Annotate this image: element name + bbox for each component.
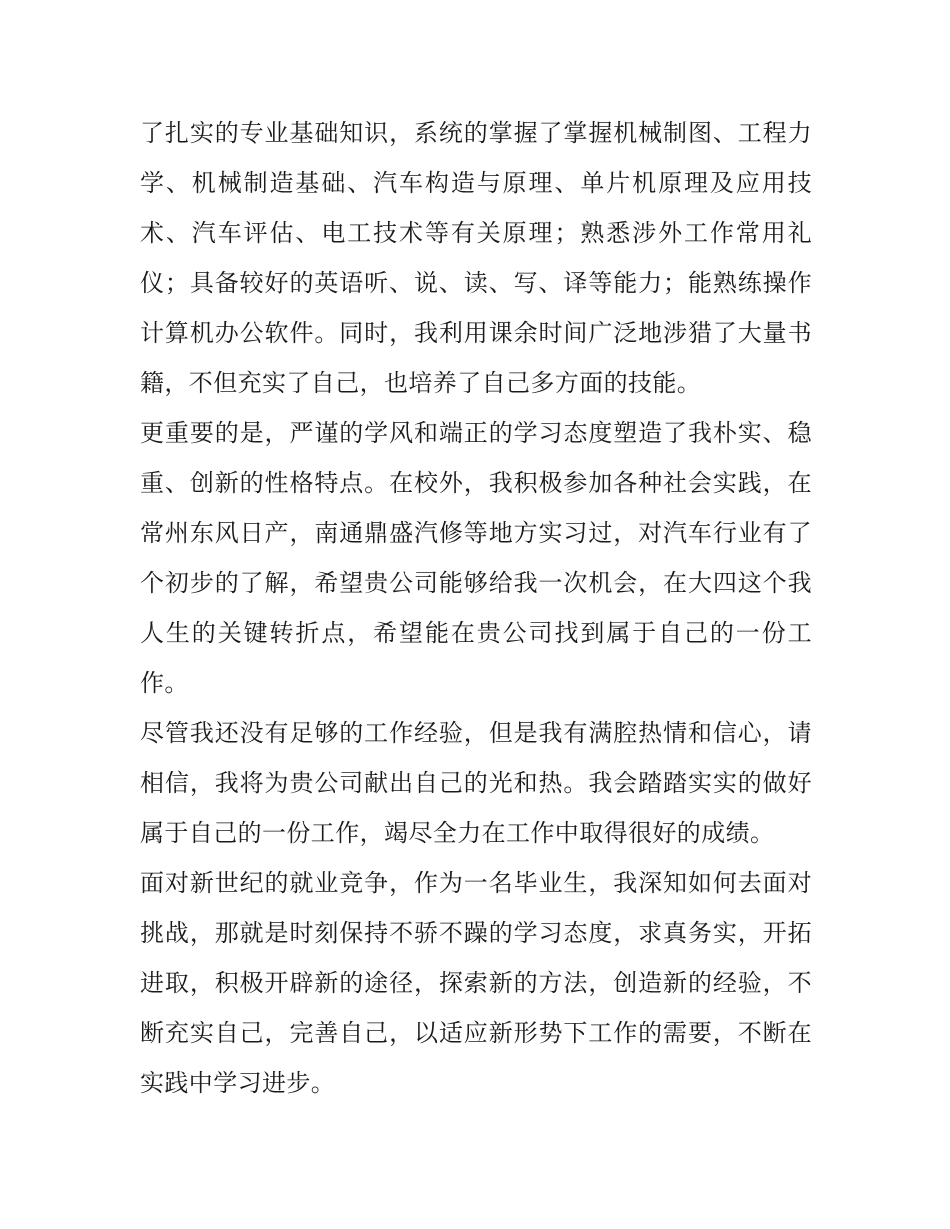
paragraph-1: 了扎实的专业基础知识，系统的掌握了掌握机械制图、工程力学、机械制造基础、汽车构造与原理、单片机原理及应用技术、汽车评估、电工技术等有关原理；熟悉涉外工作常用礼仪；具备较好的英语听、说、读、写、译等能力；能熟练操作计算机办公软件。同时，我利用课余时间广泛地涉猎了大量书籍，不但充实了自己，也培养了自己多方面的技能。 <box>140 119 812 397</box>
paragraph-3: 尽管我还没有足够的工作经验，但是我有满腔热情和信心，请相信，我将为贵公司献出自己的光和热。我会踏踏实实的做好属于自己的一份工作，竭尽全力在工作中取得很好的成绩。 <box>140 719 812 847</box>
document-body <box>140 108 812 1108</box>
paragraph-2: 更重要的是，严谨的学风和端正的学习态度塑造了我朴实、稳重、创新的性格特点。在校外，我积极参加各种社会实践，在常州东风日产，南通鼎盛汽修等地方实习过，对汽车行业有了个初步的了解，希望贵公司能够给我一次机会，在大四这个我人生的关键转折点，希望能在贵公司找到属于自己的一份工作。 <box>140 419 812 697</box>
paragraph-4: 面对新世纪的就业竞争，作为一名毕业生，我深知如何去面对挑战，那就是时刻保持不骄不躁的学习态度，求真务实，开拓进取，积极开辟新的途径，探索新的方法，创造新的经验，不断充实自己，完善自己，以适应新形势下工作的需要，不断在实践中学习进步。 <box>140 869 812 1097</box>
